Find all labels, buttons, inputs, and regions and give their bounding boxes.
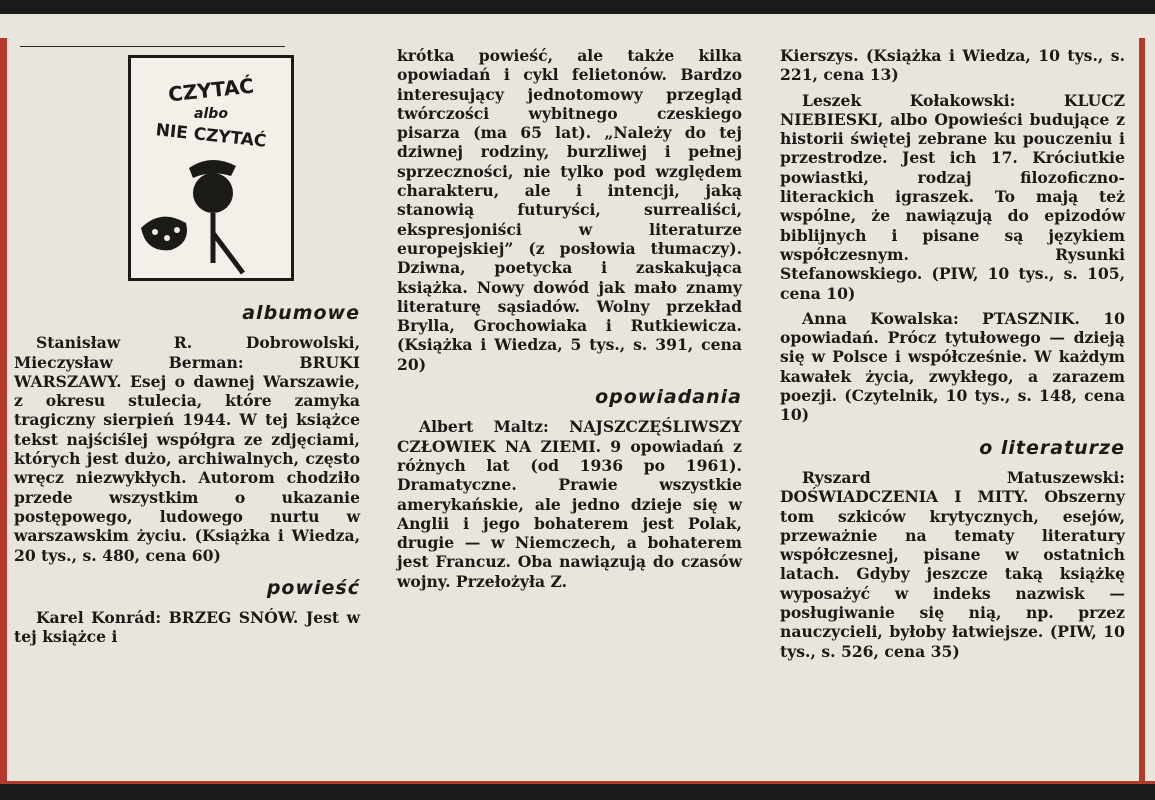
entry-ptasznik: Anna Kowalska: PTASZNIK. 10 opowiadań. Prócz tytułowego — dzieją się w Polsce i współcześnie. W każdym kawałek życia, zwykłego, a zarazem poezji. (Czytelnik, 10 tys., s. 148, cena 10) [780,308,1125,425]
bottom-border [0,784,1155,800]
logo-line2: albo [194,106,228,122]
entry-brzeg-snow: Karel Konrád: BRZEG SNÓW. Jest w tej książce i [14,608,360,647]
left-red-border [0,38,7,784]
column-2 [397,46,742,597]
reader-figure-icon [131,58,291,278]
entry-klucz-niebieski: Leszek Kołakowski: KLUCZ NIEBIESKI, albo Opowieści budujące z historii świętej zebrane ku pouczeniu i przestrodze. Jest ich 17. Króciutkie powiastki, rodzaj filozoficzno-literackich igraszek. To mają też wspólne, że nawiązują do epizodów biblijnych i pisane są językiem współczesnym. Rysunki Stefanowskiego. (PIW, 10 tys., s. 105, cena 10) [780,90,1125,303]
column-3 [780,46,1125,667]
logo-line3: NIE CZYTAĆ [154,120,268,152]
entry-doswiadczenia-i-mity: Ryszard Matuszewski: DOŚWIADCZENIA I MITY. Obszerny tom szkiców krytycznych, esejów, przeważnie na tematy literatury współczesnej, pisane w ostatnich latach. Gdyby jeszcze taką książkę wyposażyć w indeks nazwisk — posługiwanie się nią, np. przez nauczycieli, byłoby łatwiejsze. (PIW, 10 tys., s. 526, cena 35) [780,467,1125,661]
column-logo [128,55,294,281]
column-1 [14,290,360,653]
section-heading-powiesc: powieść [266,576,360,599]
entry-brzeg-snow-continued: krótka powieść, ale także kilka opowiadań i cykl felietonów. Bardzo interesujący jednotomowy przegląd twórczości wybitnego czeskiego pisarza (ma 65 lat). „Należy do tej dziwnej rodziny, burzliwej i pełnej sprzeczności, nie tylko pod względem charakteru, ale i intencji, jaką stanowią futuryści, surrealiści, ekspresjoniści w literaturze europejskiej” (z posłowia tłumaczy). Dziwna, poetycka i zaskakująca książka. Nowy dowód jak mało znamy literaturę sąsiadów. Wolny przekład Brylla, Grochowiaka i Rutkiewicza. (Książka i Wiedza, 5 tys., s. 391, cena 20) [397,46,742,374]
section-heading-o-literaturze: o literaturze [979,436,1125,459]
column-rule [20,46,285,47]
logo-line1: CZYTAĆ [167,73,255,107]
entry-najszczesliwszy-continued: Kierszys. (Książka i Wiedza, 10 tys., s. 221, cena 13) [780,46,1125,85]
top-border [0,0,1155,14]
entry-najszczesliwszy-czlowiek: Albert Maltz: NAJSZCZĘŚLIWSZY CZŁOWIEK NA ZIEMI. 9 opowiadań z różnych lat (od 1936 po 1961). Dramatyczne. Prawie wszystkie amerykańskie, ale jedno dzieje się w Anglii i jego bohaterem jest Polak, drugie — w Niemczech, a bohaterem jest Francuz. Oba nawiązują do czasów wojny. Przełożyła Z. [397,417,742,591]
section-heading-opowiadania: opowiadania [595,386,742,409]
right-red-border [1139,38,1145,784]
section-heading-albumowe: albumowe [242,302,360,324]
entry-bruki-warszawy: Stanisław R. Dobrowolski, Mieczysław Berman: BRUKI WARSZAWY. Esej o dawnej Warszawie, z okresu stulecia, które zamyka tragiczny sierpień 1944. W tej książce tekst najściślej współgra ze zdjęciami, których jest dużo, archiwalnych, często wręcz niezwykłych. Autorom chodziło przede wszystkim o ukazanie postępowego, ludowego nurtu w warszawskim życiu. (Książka i Wiedza, 20 tys., s. 480, cena 60) [14,333,360,565]
